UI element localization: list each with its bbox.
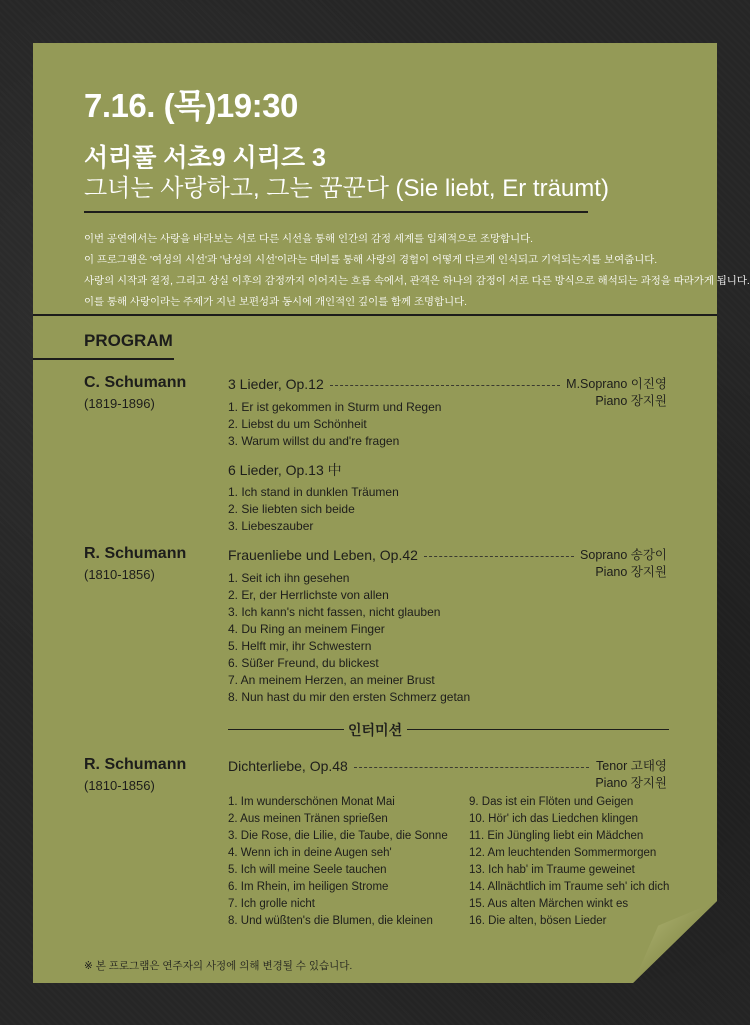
intro-line: 이를 통해 사랑이라는 주제가 지닌 보편성과 동시에 개인적인 깊이를 함께 조명합니다. [84, 297, 468, 308]
song-list-right [469, 794, 669, 930]
title-divider [84, 211, 588, 213]
performers [580, 547, 667, 581]
dotted-leader [330, 376, 560, 386]
work-title: Frauenliebe und Leben, Op.42 [228, 547, 418, 563]
song-item: 1. Er ist gekommen in Sturm und Regen [228, 400, 442, 414]
song-item: 3. Ich kann's nicht fassen, nicht glauben [228, 605, 441, 619]
composer-years: (1810-1856) [84, 778, 155, 793]
work-title: Dichterliebe, Op.48 [228, 758, 348, 774]
section-divider [33, 314, 717, 316]
song-item: 1. Ich stand in dunklen Träumen [228, 485, 399, 499]
song-item: 2. Liebst du um Schönheit [228, 417, 367, 431]
song-item: 7. An meinem Herzen, an meiner Brust [228, 673, 435, 687]
song-item: 4. Wenn ich in deine Augen seh' [228, 847, 392, 859]
song-item: 8. Und wüßten's die Blumen, die kleinen [228, 915, 433, 927]
work-title: 6 Lieder, Op.13 中 [228, 462, 342, 478]
composer-name: C. Schumann [84, 374, 187, 391]
song-item: 3. Die Rose, die Lilie, die Taube, die Sonne [228, 830, 448, 842]
dotted-leader [354, 758, 589, 768]
song-list-left [228, 794, 448, 930]
song-item: 10. Hör' ich das Liedchen klingen [469, 813, 639, 825]
song-item: 2. Sie liebten sich beide [228, 502, 355, 516]
song-list [228, 484, 399, 535]
song-item: 5. Ich will meine Seele tauchen [228, 864, 387, 876]
composer-years: (1819-1896) [84, 396, 155, 411]
concert-subtitle: 그녀는 사랑하고, 그는 꿈꾼다 (Sie liebt, Er träumt) [84, 175, 609, 202]
composer-name: R. Schumann [84, 756, 187, 773]
intro-line: 사랑의 시작과 절정, 그리고 상실 이후의 감정까지 이어지는 흐름 속에서, 관객은 하나의 감정이 서로 다른 방식으로 해석되는 과정을 따라가게 됩니다. [84, 276, 750, 287]
work-title: 3 Lieder, Op.12 [228, 376, 324, 392]
performer: M.Soprano 이진영 [566, 377, 667, 391]
song-item: 13. Ich hab' im Traume geweinet [469, 864, 635, 876]
song-item: 16. Die alten, bösen Lieder [469, 915, 607, 927]
song-item: 5. Helft mir, ihr Schwestern [228, 639, 372, 653]
concert-date: 7.16. (목)19:30 [84, 87, 298, 124]
performer: Piano 장지원 [595, 565, 667, 579]
song-item: 4. Du Ring an meinem Finger [228, 622, 385, 636]
program-underline [33, 358, 174, 360]
song-item: 14. Allnächtlich im Traume seh' ich dich [469, 881, 670, 893]
intermission-line [407, 729, 669, 730]
performer: Soprano 송강이 [580, 548, 667, 562]
composer-name: R. Schumann [84, 545, 187, 562]
song-item: 15. Aus alten Märchen winkt es [469, 898, 629, 910]
song-item: 1. Im wunderschönen Monat Mai [228, 796, 395, 808]
intro-line: 이 프로그램은 '여성의 시선'과 '남성의 시선'이라는 대비를 통해 사랑의 경험이 어떻게 다르게 인식되고 기억되는지를 보여줍니다. [84, 255, 658, 266]
song-item: 11. Ein Jüngling liebt ein Mädchen [469, 830, 644, 842]
intermission-label: 인터미션 [348, 722, 403, 738]
performers [566, 376, 667, 410]
performer: Tenor 고태영 [596, 759, 667, 773]
song-item: 2. Aus meinen Tränen sprießen [228, 813, 388, 825]
song-item: 3. Liebeszauber [228, 519, 314, 533]
work-row [228, 758, 667, 792]
intermission-divider [228, 720, 669, 738]
dotted-leader [424, 547, 574, 557]
performer: Piano 장지원 [595, 394, 667, 408]
song-list [228, 399, 441, 450]
performer: Piano 장지원 [595, 776, 667, 790]
performers [595, 758, 667, 792]
work-row [228, 460, 667, 480]
composer-years: (1810-1856) [84, 567, 155, 582]
song-item: 7. Ich grolle nicht [228, 898, 315, 910]
series-title: 서리풀 서초9 시리즈 3 [84, 144, 326, 172]
song-item: 3. Warum willst du and're fragen [228, 434, 400, 448]
intro-text [84, 229, 750, 313]
song-item: 12. Am leuchtenden Sommermorgen [469, 847, 657, 859]
program-heading: PROGRAM [84, 331, 173, 350]
song-item: 6. Süßer Freund, du blickest [228, 656, 379, 670]
song-list [228, 570, 470, 706]
song-item: 6. Im Rhein, im heiligen Strome [228, 881, 389, 893]
song-item: 9. Das ist ein Flöten und Geigen [469, 796, 634, 808]
song-item: 2. Er, der Herrlichste von allen [228, 588, 389, 602]
footnote: ※ 본 프로그램은 연주자의 사정에 의해 변경될 수 있습니다. [84, 960, 353, 972]
intro-line: 이번 공연에서는 사랑을 바라보는 서로 다른 시선을 통해 인간의 감정 세계를 입체적으로 조망합니다. [84, 234, 534, 245]
song-item: 1. Seit ich ihn gesehen [228, 571, 350, 585]
intermission-line [228, 729, 344, 730]
song-item: 8. Nun hast du mir den ersten Schmerz getan [228, 690, 471, 704]
